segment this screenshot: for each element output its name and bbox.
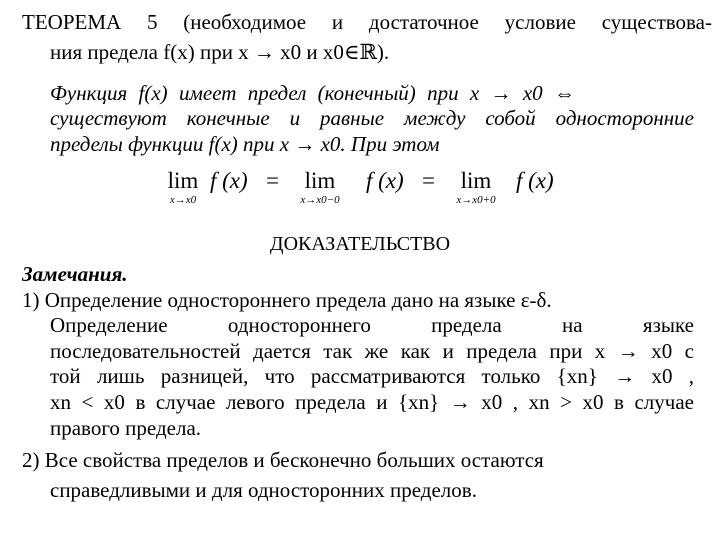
remark-1-line6: правого предела. <box>50 416 202 440</box>
remarks-heading: Замечания. <box>22 262 128 286</box>
proof-heading: ДОКАЗАТЕЛЬСТВО <box>269 233 451 255</box>
remark-1-line4: той лишь разницей, что рассматриваются только {xn} → x0 , <box>50 364 694 388</box>
remark-1-line3: последовательностей дается так же как и предела при x → x0 с <box>50 339 694 363</box>
remark-1-line5: xn < x0 в случае левого предела и {xn} → x0 , xn > x0 в случае <box>50 390 694 414</box>
theorem-heading-line1: ТЕОРЕМА 5 (необходимое и достаточное условие существова- <box>22 10 712 34</box>
function-term-3: f (x) <box>516 168 554 193</box>
remark-2-line2: справедливыми и для односторонних пределов. <box>50 478 477 502</box>
function-term-2: f (x) <box>366 168 404 193</box>
theorem-statement-line1: Функция f(x) имеет предел (конечный) при x → x0 ⇔ <box>50 81 575 105</box>
function-term-1: f (x) <box>210 168 248 193</box>
equals-sign-2: = <box>422 168 435 193</box>
limit-formula <box>160 168 560 218</box>
theorem-statement-line3: пределы функции f(x) при x → x0. При этом <box>50 132 440 156</box>
limit-right: lim x→x0+0 <box>456 168 496 206</box>
equals-sign-1: = <box>266 168 279 193</box>
limit-left: lim x→x0−0 <box>300 168 340 206</box>
theorem-heading-line2: ния предела f(x) при x → x0 и x0∈ℝ). <box>50 40 390 64</box>
remark-1-line2: Определение одностороннего предела на языке <box>50 313 694 337</box>
theorem-statement-line2: существуют конечные и равные между собой односторонние <box>50 106 694 130</box>
remark-1-line1: 1) Определение одностороннего предела дано на языке ε-δ. <box>22 288 552 312</box>
remark-2-line1: 2) Все свойства пределов и бесконечно больших остаются <box>22 448 544 472</box>
limit-two-sided: lim x→x0 <box>167 168 199 206</box>
